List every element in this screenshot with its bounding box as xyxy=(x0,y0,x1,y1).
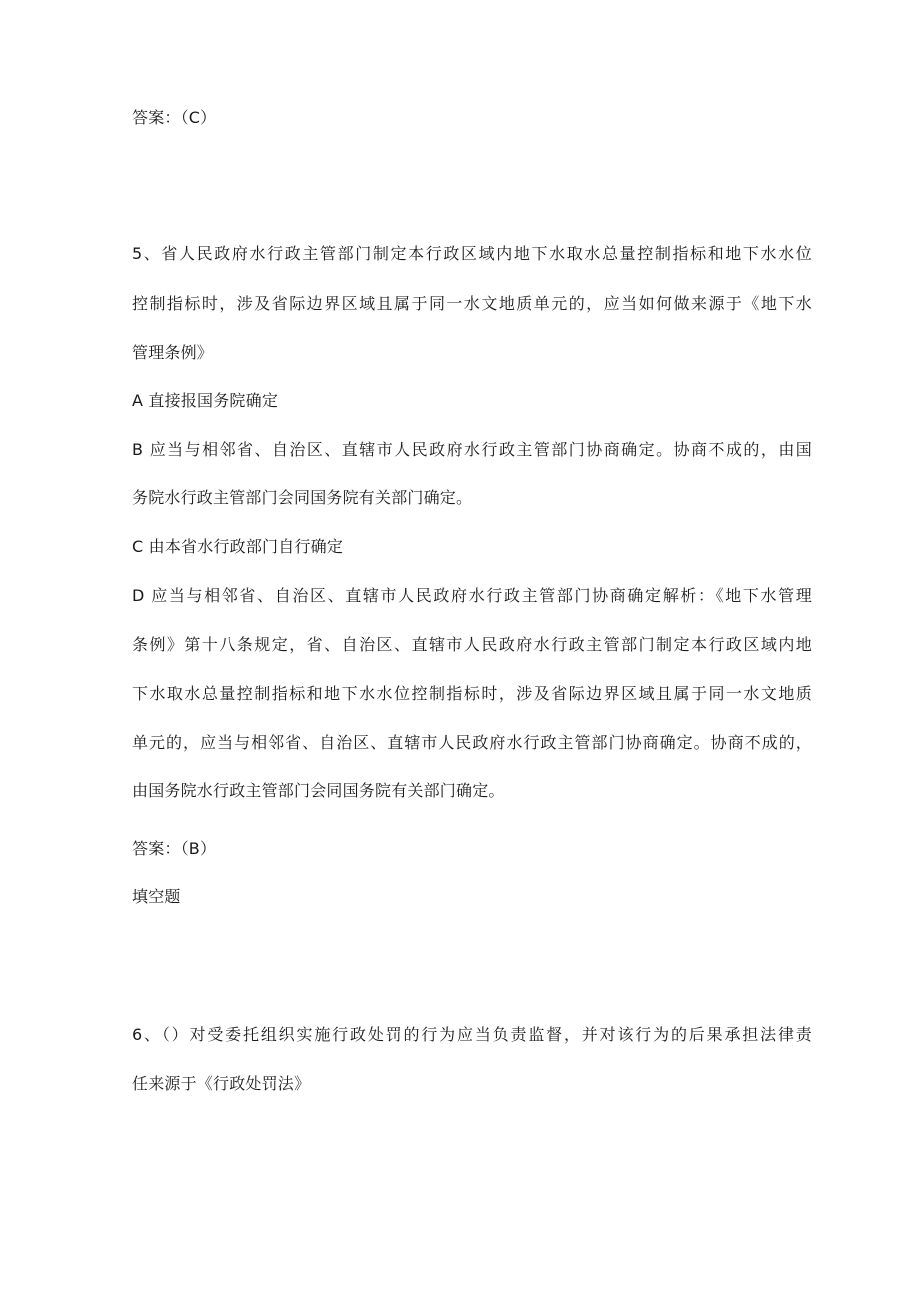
section-label-fill-in: 填空题 xyxy=(132,887,181,906)
answer-prev: 答案：（C） xyxy=(132,108,217,127)
q6-stem-line-2: 任来源于《行政处罚法》 xyxy=(132,1074,311,1093)
q5-option-d-line-2: 条例》第十八条规定，省、自治区、直辖市人民政府水行政主管部门制定本行政区域内地 xyxy=(132,635,812,654)
q5-option-b-line-1: B 应当与相邻省、自治区、直辖市人民政府水行政主管部门协商确定。协商不成的，由国 xyxy=(132,440,812,459)
q5-stem-line-3: 管理条例》 xyxy=(132,343,214,362)
q5-option-b-line-2: 务院水行政主管部门会同国务院有关部门确定。 xyxy=(132,488,473,507)
q5-option-d-line-1: D 应当与相邻省、自治区、直辖市人民政府水行政主管部门协商确定解析：《地下水管理 xyxy=(132,586,812,605)
q5-answer: 答案：（B） xyxy=(132,839,217,858)
q5-option-a: A 直接报国务院确定 xyxy=(132,391,279,410)
q5-stem-line-1: 5、省人民政府水行政主管部门制定本行政区域内地下水取水总量控制指标和地下水水位 xyxy=(132,244,812,263)
q6-stem-line-1: 6、（）对受委托组织实施行政处罚的行为应当负责监督，并对该行为的后果承担法律责 xyxy=(132,1025,812,1044)
q5-option-c: C 由本省水行政部门自行确定 xyxy=(132,537,344,556)
q5-option-d-line-3: 下水取水总量控制指标和地下水水位控制指标时，涉及省际边界区域且属于同一水文地质 xyxy=(132,684,812,703)
q5-stem-line-2: 控制指标时，涉及省际边界区域且属于同一水文地质单元的，应当如何做来源于《地下水 xyxy=(132,294,812,313)
q5-option-d-line-4: 单元的，应当与相邻省、自治区、直辖市人民政府水行政主管部门协商确定。协商不成的， xyxy=(132,733,812,752)
q5-option-d-line-5: 由国务院水行政主管部门会同国务院有关部门确定。 xyxy=(132,781,505,800)
